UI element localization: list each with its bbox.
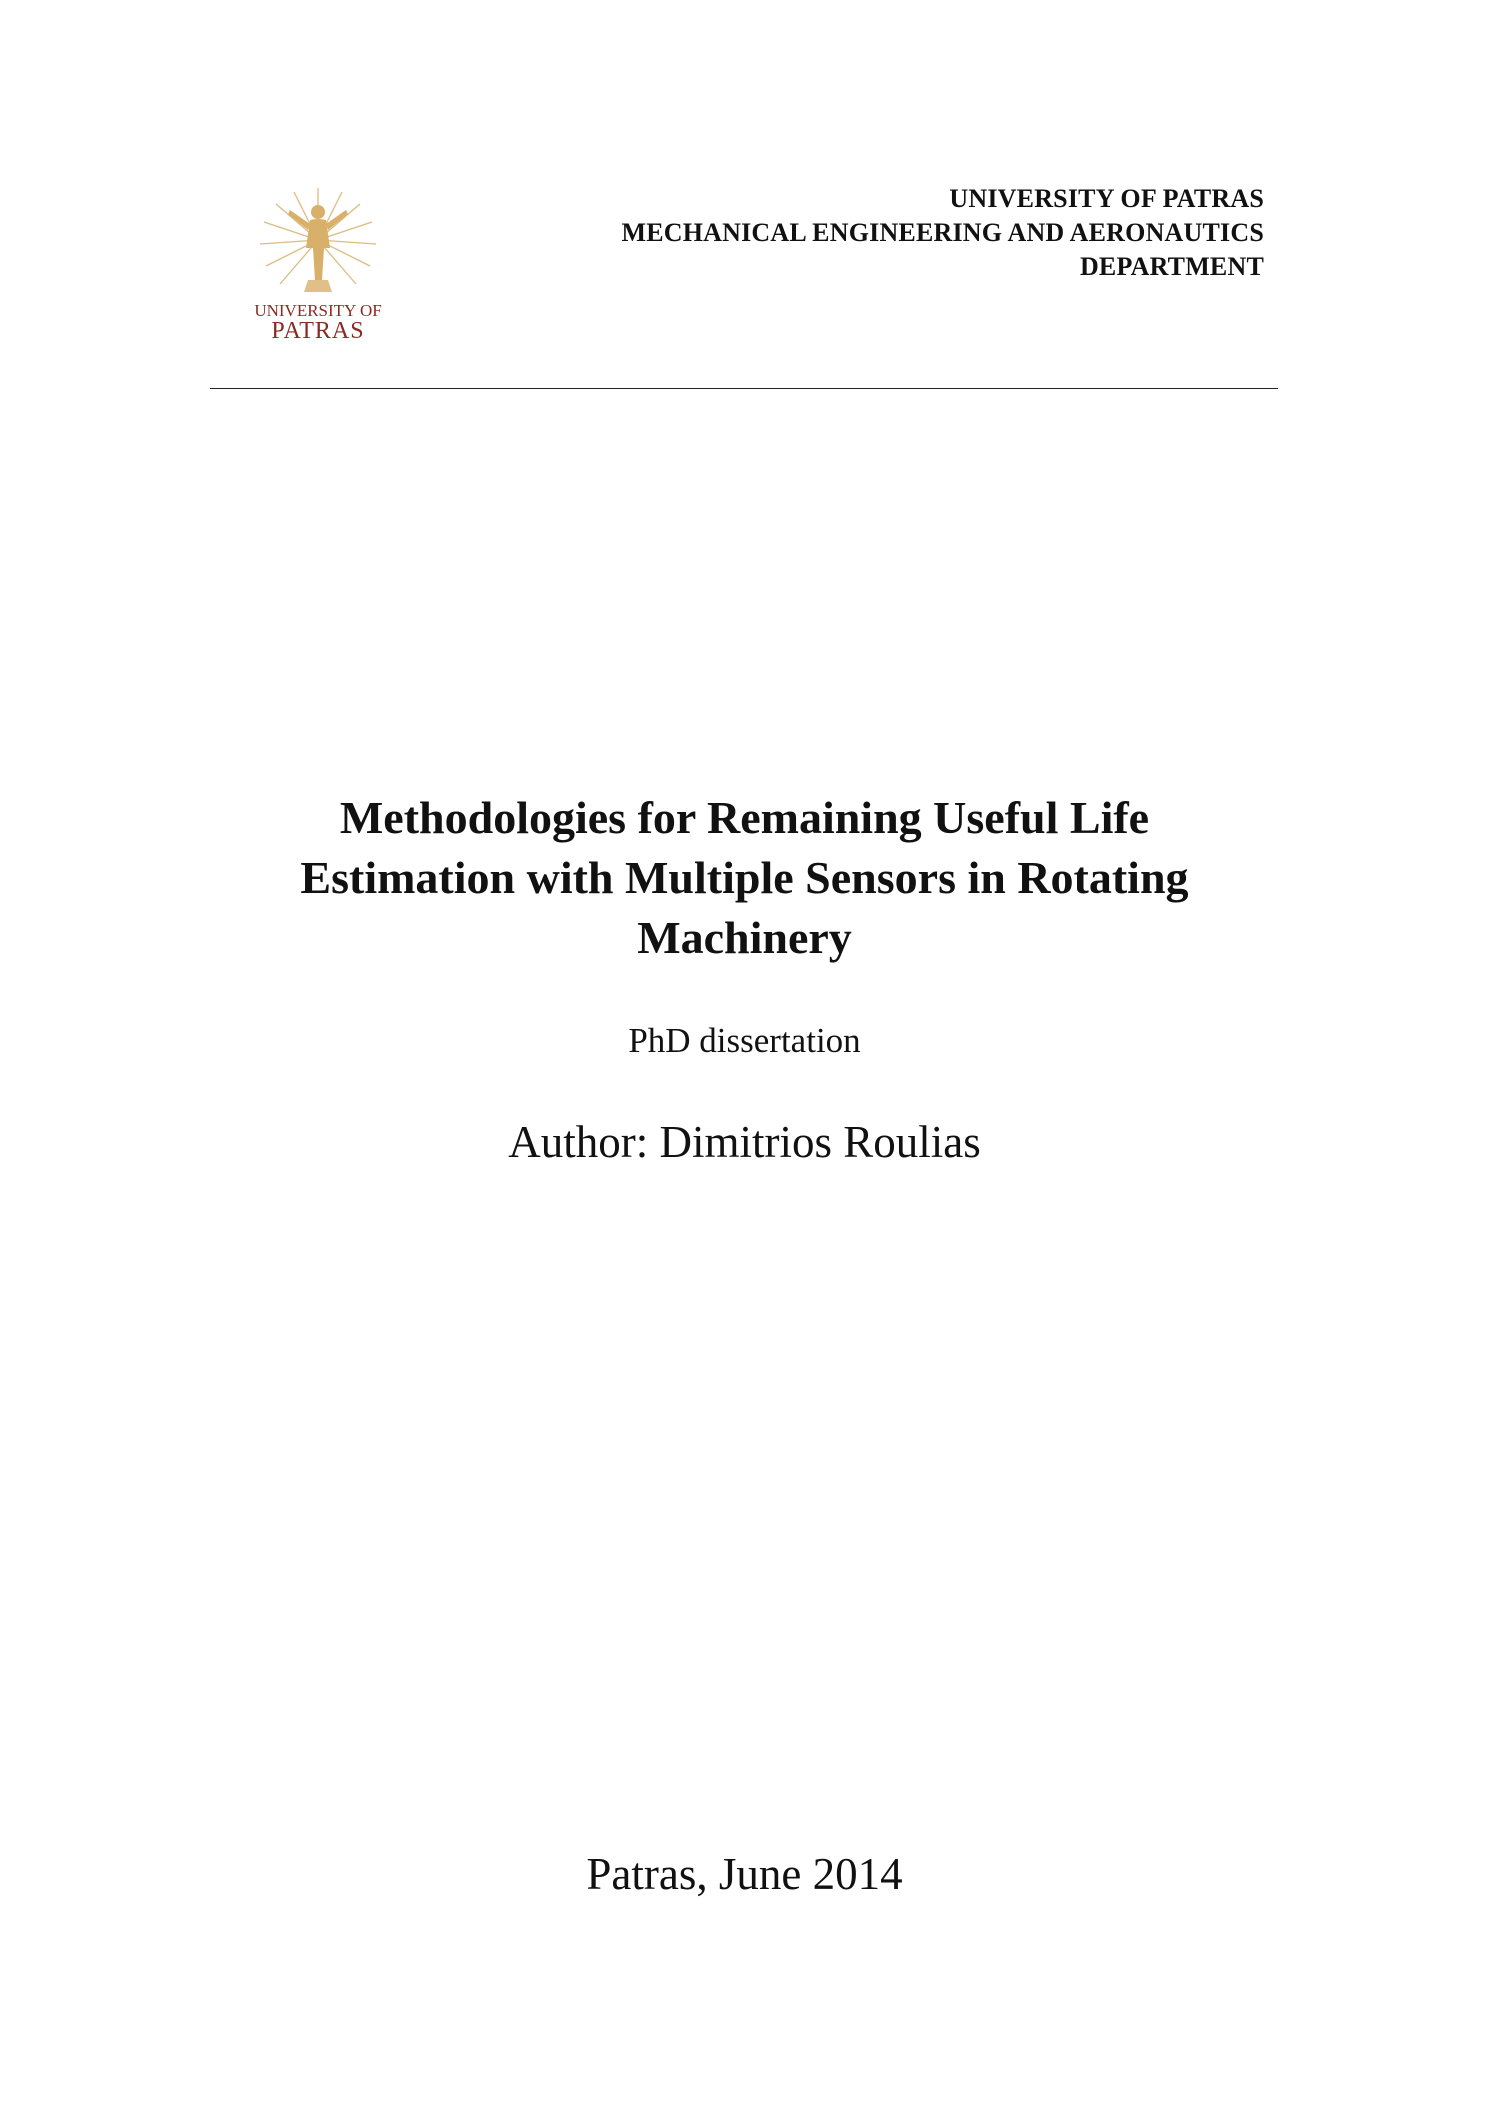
place-and-date: Patras, June 2014 [586,1849,903,1899]
university-logo [238,182,398,342]
logo-wordmark-line1: UNIVERSITY OF [254,301,382,320]
dissertation-title [200,788,1289,968]
author-line: Author: Dimitrios Roulias [508,1117,981,1167]
title-line-3: Machinery [637,912,852,963]
title-line-1: Methodologies for Remaining Useful Life [339,792,1150,843]
institution-header [621,182,1264,284]
department-name-line1: MECHANICAL ENGINEERING AND AERONAUTICS [621,218,1264,247]
document-type: PhD dissertation [628,1021,861,1060]
logo-wordmark-line2: PATRAS [271,318,365,342]
university-seal-icon [238,182,398,342]
university-name: UNIVERSITY OF PATRAS [949,184,1264,213]
department-name-line2: DEPARTMENT [1079,252,1264,281]
title-line-2: Estimation with Multiple Sensors in Rotating [300,852,1189,903]
header-divider [210,388,1278,389]
